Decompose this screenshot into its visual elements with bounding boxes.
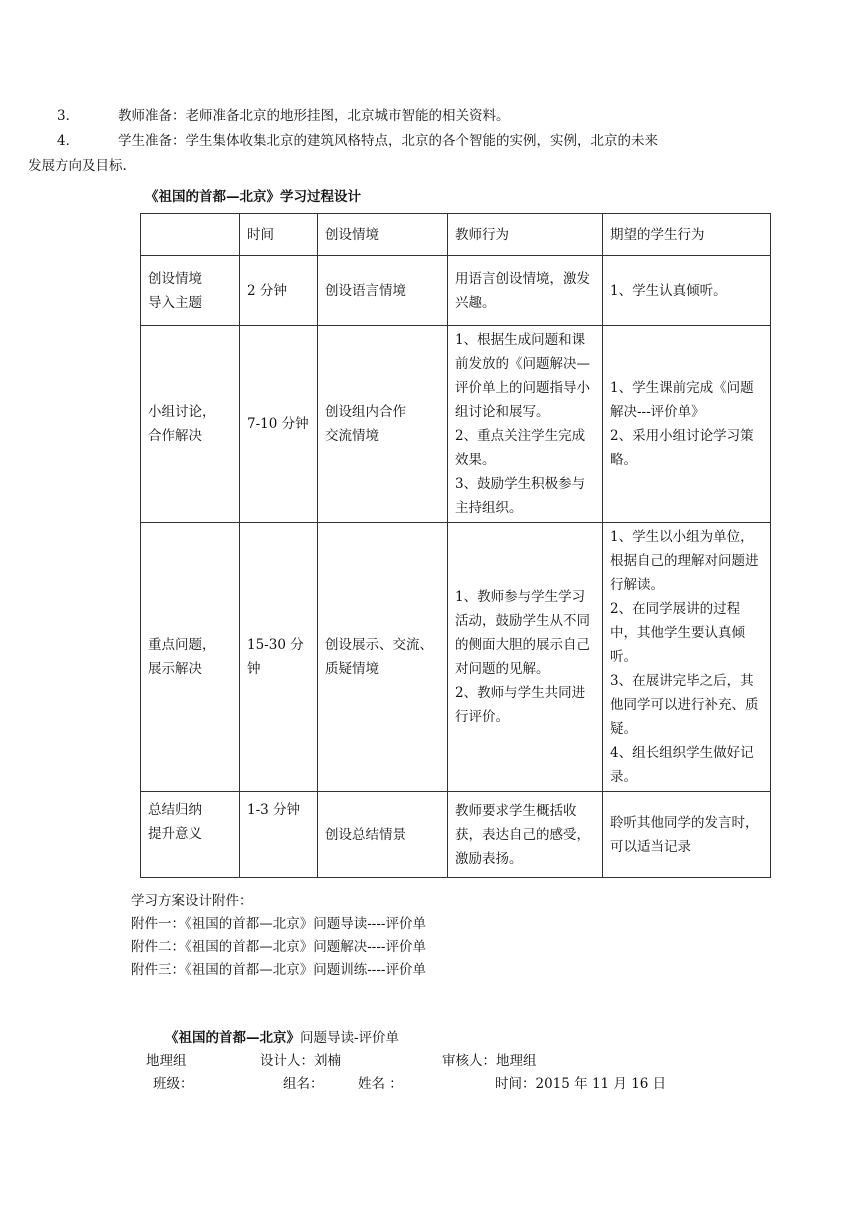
time-cell: 7-10 分钟 (240, 326, 318, 523)
table-header-row (141, 214, 771, 256)
scenario-cell (318, 256, 448, 326)
worksheet-title-main: 《祖国的首都—北京》 (165, 1030, 300, 1046)
scenario-line: 创设总结情景 (325, 826, 406, 843)
student-line: 2、采用小组讨论学习策略。 (610, 428, 754, 468)
class-label: 班级： (153, 1076, 194, 1092)
student-line: 聆听其他同学的发言时，可以适当记录 (610, 814, 759, 855)
intro-item-4-number: 4． (57, 133, 80, 149)
team-label: 组名： (283, 1076, 324, 1092)
student-cell (603, 523, 771, 792)
scenario-cell (318, 523, 448, 792)
teacher-line: 1、根据生成问题和课前发放的《问题解决—评价单上的问题指导小组讨论和展写。 (455, 332, 590, 420)
stage-line: 重点问题， (148, 637, 216, 653)
intro-item-4-text: 学生准备：学生集体收集北京的建筑风格特点，北京的各个智能的实例，实例，北京的未来 (118, 133, 658, 149)
scenario-line: 创设展示、交流、质疑情境 (325, 637, 433, 677)
teacher-line: 1、教师参与学生学习活动，鼓励学生从不同的侧面大胆的展示自己对问题的见解。 (455, 589, 590, 677)
teacher-cell (448, 256, 603, 326)
table-row (141, 326, 771, 523)
teacher-line: 教师要求学生概括收获，表达自己的感受，激励表扬。 (455, 802, 590, 867)
scenario-cell (318, 792, 448, 878)
table-title: 《祖国的首都—北京》学习过程设计 (145, 189, 361, 205)
student-cell (603, 792, 771, 878)
date-label: 时间：2015 年 11 月 16 日 (495, 1076, 667, 1092)
student-line: 1、学生课前完成《问题解决---评价单》 (610, 380, 754, 420)
header-cell-student: 期望的学生行为 (603, 214, 771, 256)
table-row (141, 792, 771, 878)
group-label: 地理组 (146, 1053, 187, 1069)
stage-cell (141, 326, 240, 523)
teacher-cell (448, 523, 603, 792)
stage-line: 提升意义 (148, 826, 202, 842)
scenario-line: 创设语言情境 (325, 282, 406, 299)
process-design-table (140, 213, 771, 878)
student-cell (603, 256, 771, 326)
stage-line: 合作解决 (148, 428, 202, 444)
student-line: 1、学生以小组为单位，根据自己的理解对问题进行解读。 (610, 529, 759, 593)
stage-cell (141, 792, 240, 878)
teacher-line: 3、鼓励学生积极参与主持组织。 (455, 476, 586, 516)
worksheet-title (165, 1026, 399, 1046)
stage-line: 创设情境 (148, 270, 202, 287)
table-row (141, 256, 771, 326)
stage-cell (141, 256, 240, 326)
scenario-line: 交流情境 (325, 428, 379, 444)
stage-line: 导入主题 (148, 294, 202, 311)
stage-line: 小组讨论， (148, 404, 216, 420)
time-cell: 1-3 分钟 (240, 792, 318, 878)
header-cell-empty (141, 214, 240, 256)
attachment-item: 附件一：《祖国的首都—北京》问题导读----评价单 (131, 916, 426, 932)
stage-line: 总结归纳 (148, 802, 202, 818)
attachments-heading: 学习方案设计附件： (131, 893, 253, 909)
designer-label: 设计人：刘楠 (260, 1053, 341, 1069)
attachment-item: 附件二：《祖国的首都—北京》问题解决----评价单 (131, 939, 426, 955)
stage-line: 展示解决 (148, 661, 202, 677)
teacher-cell (448, 792, 603, 878)
teacher-line: 2、重点关注学生完成效果。 (455, 428, 586, 468)
time-cell: 15-30 分钟 (240, 523, 318, 792)
scenario-cell (318, 326, 448, 523)
attachment-item: 附件三：《祖国的首都—北京》问题训练----评价单 (131, 962, 426, 978)
intro-item-4-continuation: 发展方向及目标. (28, 158, 127, 174)
intro-item-3-text: 教师准备：老师准备北京的地形挂图，北京城市智能的相关资料。 (118, 108, 510, 124)
student-line: 1、学生认真倾听。 (610, 282, 727, 299)
student-line: 3、在展讲完毕之后，其他同学可以进行补充、质疑。 (610, 673, 759, 737)
student-cell (603, 326, 771, 523)
header-cell-teacher: 教师行为 (448, 214, 603, 256)
scenario-line: 创设组内合作 (325, 404, 406, 420)
student-line: 4、组长组织学生做好记录。 (610, 745, 754, 785)
reviewer-label: 审核人：地理组 (442, 1053, 537, 1069)
worksheet-title-suffix: 问题导读-评价单 (300, 1030, 400, 1046)
student-line: 2、在同学展讲的过程中，其他学生要认真倾听。 (610, 601, 745, 665)
time-cell: 2 分钟 (240, 256, 318, 326)
header-cell-scenario: 创设情境 (318, 214, 448, 256)
name-label: 姓名 ： (358, 1076, 403, 1092)
teacher-line: 用语言创设情境，激发兴趣。 (455, 270, 590, 311)
header-cell-time: 时间 (240, 214, 318, 256)
intro-item-3-number: 3． (57, 108, 80, 124)
teacher-cell (448, 326, 603, 523)
table-row (141, 523, 771, 792)
teacher-line: 2、教师与学生共同进行评价。 (455, 685, 586, 725)
stage-cell (141, 523, 240, 792)
